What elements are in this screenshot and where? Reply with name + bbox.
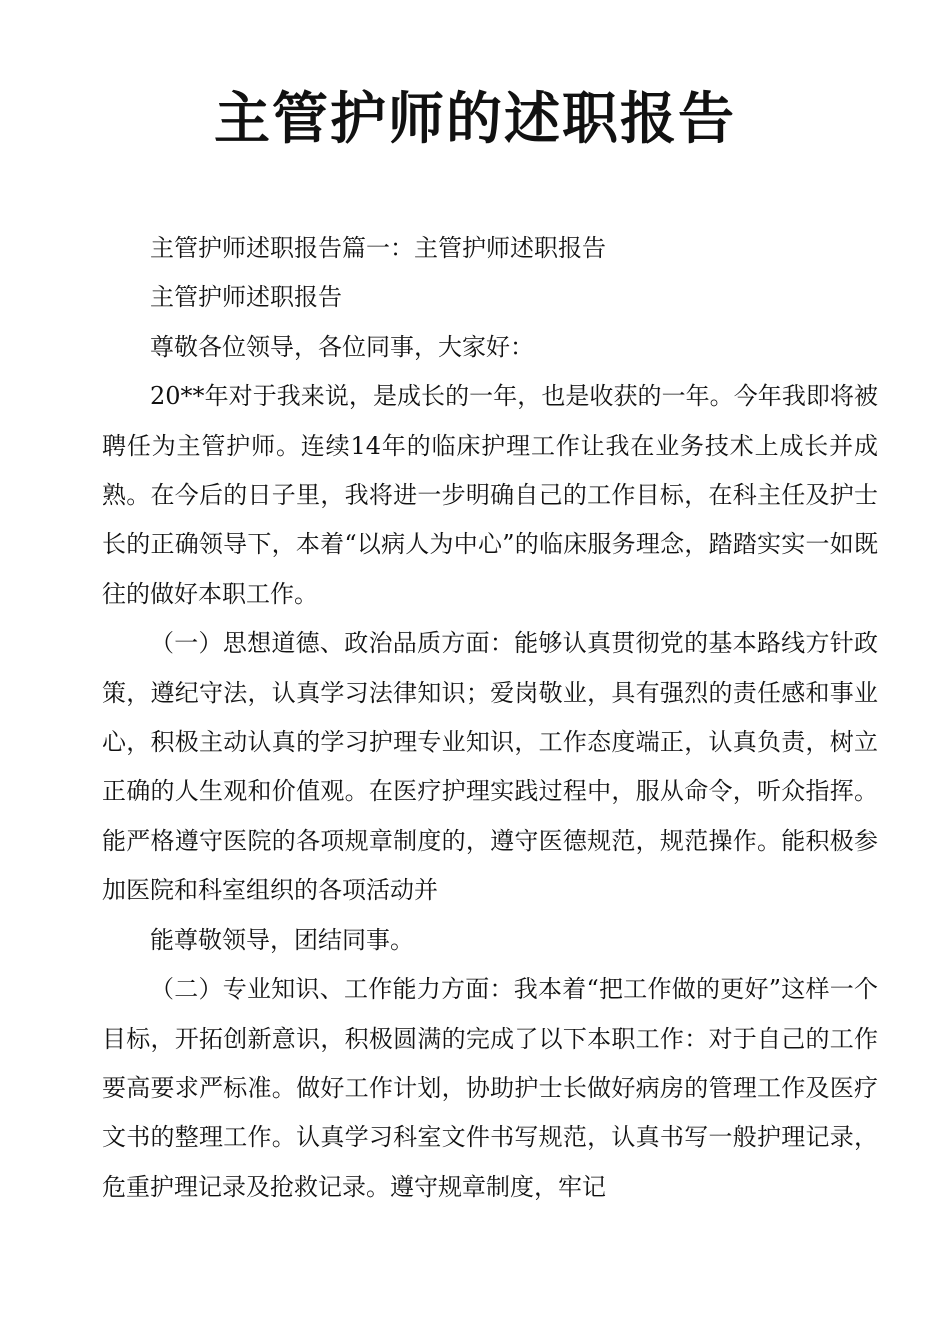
document-body bbox=[102, 224, 878, 1212]
document-title: 主管护师的述职报告 bbox=[214, 87, 736, 152]
paragraph-5: （一）思想道德、政治品质方面：能够认真贯彻党的基本路线方针政策，遵纪守法，认真学习法律知识；爱岗敬业，具有强烈的责任感和事业心，积极主动认真的学习护理专业知识，工作态度端正，认真负责，树立正确的人生观和价值观。在医疗护理实践过程中，服从命令，听众指挥。能严格遵守医院的各项规章制度的，遵守医德规范，规范操作。能积极参加医院和科室组织的各项活动并 bbox=[102, 629, 878, 905]
paragraph-4: 20**年对于我来说，是成长的一年，也是收获的一年。今年我即将被聘任为主管护师。连续14年的临床护理工作让我在业务技术上成长并成熟。在今后的日子里，我将进一步明确自己的工作目标，在科主任及护士长的正确领导下，本着“以病人为中心”的临床服务理念，踏踏实实一如既往的做好本职工作。 bbox=[102, 382, 878, 608]
paragraph-2: 主管护师述职报告 bbox=[150, 283, 342, 312]
paragraph-3: 尊敬各位领导，各位同事，大家好： bbox=[150, 332, 534, 361]
paragraph-6: 能尊敬领导，团结同事。 bbox=[150, 925, 414, 954]
paragraph-7: （二）专业知识、工作能力方面：我本着“把工作做的更好”这样一个目标，开拓创新意识，积极圆满的完成了以下本职工作：对于自己的工作要高要求严标准。做好工作计划，协助护士长做好病房的管理工作及医疗文书的整理工作。认真学习科室文件书写规范，认真书写一般护理记录，危重护理记录及抢救记录。遵守规章制度，牢记 bbox=[102, 975, 878, 1201]
paragraph-1: 主管护师述职报告篇一：主管护师述职报告 bbox=[150, 234, 606, 262]
